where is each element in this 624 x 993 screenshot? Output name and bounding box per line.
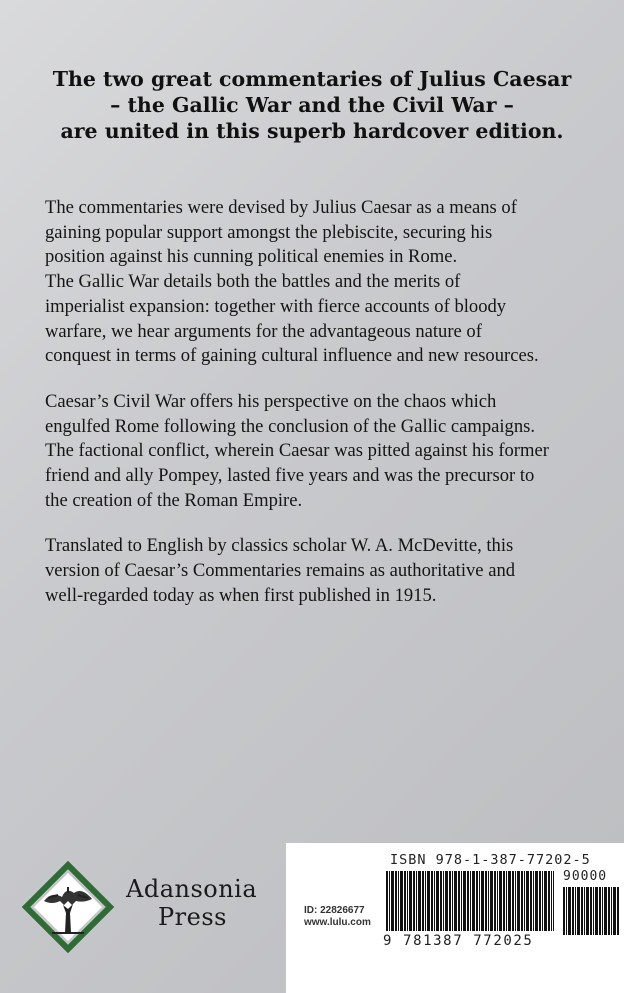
barcode-bar [524,871,525,931]
barcode-bar [584,887,585,935]
barcode-bar [416,871,417,931]
barcode-bar [431,871,433,931]
blurb-paragraph [45,534,605,608]
barcode-bar [535,871,538,931]
barcode-bar [488,871,489,931]
blurb-line: friend and ally Pompey, lasted five years and was the precursor to [45,465,535,487]
barcode-bar [521,871,523,931]
barcode-bar [577,887,580,935]
barcode-bar [454,871,457,931]
barcode-bar [458,871,460,931]
barcode-bar [427,871,430,931]
barcode-bar [449,871,451,931]
barcode-bar [413,871,415,931]
barcode-bar [526,871,529,931]
barcode-bar [595,887,598,935]
blurb-line: position against his cunning political enemies in Rome. [45,246,458,268]
barcode-bar [409,871,412,931]
barcode-bar [463,871,466,931]
ean-digits: 9 781387 772025 [383,933,534,949]
barcode-bar [476,871,478,931]
publisher-block [22,861,272,951]
barcode-bar [512,871,514,931]
lulu-id-block [304,905,371,929]
blurb-line: The Gallic War details both the battles and the merits of [45,271,461,293]
barcode-bar [418,871,421,931]
blurb-line: Caesar’s Civil War offers his perspective on the chaos which [45,390,497,412]
addon-digits: 90000 [563,869,608,884]
blurb-line: The commentaries were devised by Julius Caesar as a means of [45,197,517,218]
barcode-bar [515,871,516,931]
publisher-name-line1: Adansonia [126,875,258,903]
barcode-bar [551,871,552,931]
barcode-bar [503,871,505,931]
barcode-bar [461,871,462,931]
blurb-line: imperialist expansion: together with fierce accounts of bloody [45,295,507,317]
blurb-line: gaining popular support amongst the plebiscite, securing his [45,221,493,243]
barcode-bar [391,871,394,931]
barcode-bar [479,871,480,931]
barcode-bar [452,871,453,931]
barcode-bar [443,871,444,931]
barcode-bar [602,887,603,935]
headline [40,66,584,144]
barcode-bar [533,871,534,931]
blurb-line: Translated to English by classics scholar W. A. McDevitte, this [45,535,514,557]
headline-line: are united in this superb hardcover edition. [60,119,564,143]
barcode-bar [404,871,406,931]
blurb-line: conquest in terms of gaining cultural influence and new resources. [45,345,539,367]
barcode-bar [604,887,607,935]
barcode-bar [517,871,520,931]
barcode-bar [544,871,547,931]
barcode-bar [568,887,571,935]
barcode-bar [395,871,397,931]
barcode-bar [436,871,439,931]
barcode-bar [470,871,471,931]
barcode-bar [445,871,448,931]
barcode-bar [494,871,496,931]
blurb-line: version of Caesar’s Commentaries remains as authoritative and [45,560,516,582]
headline-line: – the Gallic War and the Civil War – [110,93,514,117]
barcode-bar [400,871,403,931]
barcode-bar [572,887,574,935]
addon-barcode [563,887,619,939]
barcode-box [286,843,624,993]
barcode-bar [481,871,484,931]
barcode-bar [530,871,532,931]
publisher-name [126,875,257,931]
blurb-line: the creation of the Roman Empire. [45,489,303,511]
barcode-bar [617,887,619,935]
lulu-site: www.lulu.com [304,917,371,928]
baobab-tree-diamond-icon [22,861,114,953]
barcode-bar [497,871,498,931]
blurb-paragraph [45,390,605,514]
blurb [45,196,605,630]
barcode-bar [389,871,390,931]
barcode-bar [539,871,541,931]
blurb-line: engulfed Rome following the conclusion of the Gallic campaigns. [45,415,536,437]
barcode-bar [467,871,469,931]
barcode-bar [490,871,493,931]
barcode-bar [608,887,610,935]
barcode-bar [499,871,502,931]
barcode-bar [407,871,408,931]
barcode-bar [548,871,550,931]
barcode-bar [563,887,565,935]
barcode-bar [434,871,435,931]
barcode-bar [440,871,442,931]
barcode-bar [590,887,592,935]
barcode-bar [508,871,511,931]
barcode-bar [386,871,388,931]
barcode-bar [566,887,567,935]
barcode-bar [485,871,487,931]
barcode-bar [593,887,594,935]
barcode-bar [575,887,576,935]
barcode-bar [611,887,612,935]
barcode-bar [553,871,554,931]
barcode-bar [599,887,601,935]
barcode-bar [581,887,583,935]
blurb-line: well-regarded today as when first published in 1915. [45,584,437,606]
barcode-bar [542,871,543,931]
barcode-bar [472,871,475,931]
isbn-label: ISBN 978-1-387-77202-5 [390,852,591,868]
barcode-bar [506,871,507,931]
barcode-bar [398,871,399,931]
blurb-line: warfare, we hear arguments for the advantageous nature of [45,320,482,342]
headline-line: The two great commentaries of Julius Caesar [52,67,572,91]
ean-barcode [386,871,554,937]
barcode-bar [586,887,589,935]
blurb-line: The factional conflict, wherein Caesar was pitted against his former [45,440,549,462]
barcode-bar [613,887,616,935]
barcode-bar [425,871,426,931]
lulu-id: ID: 22826677 [304,905,365,916]
blurb-paragraph [45,196,605,369]
publisher-name-line2: Press [158,903,227,931]
barcode-bar [422,871,424,931]
